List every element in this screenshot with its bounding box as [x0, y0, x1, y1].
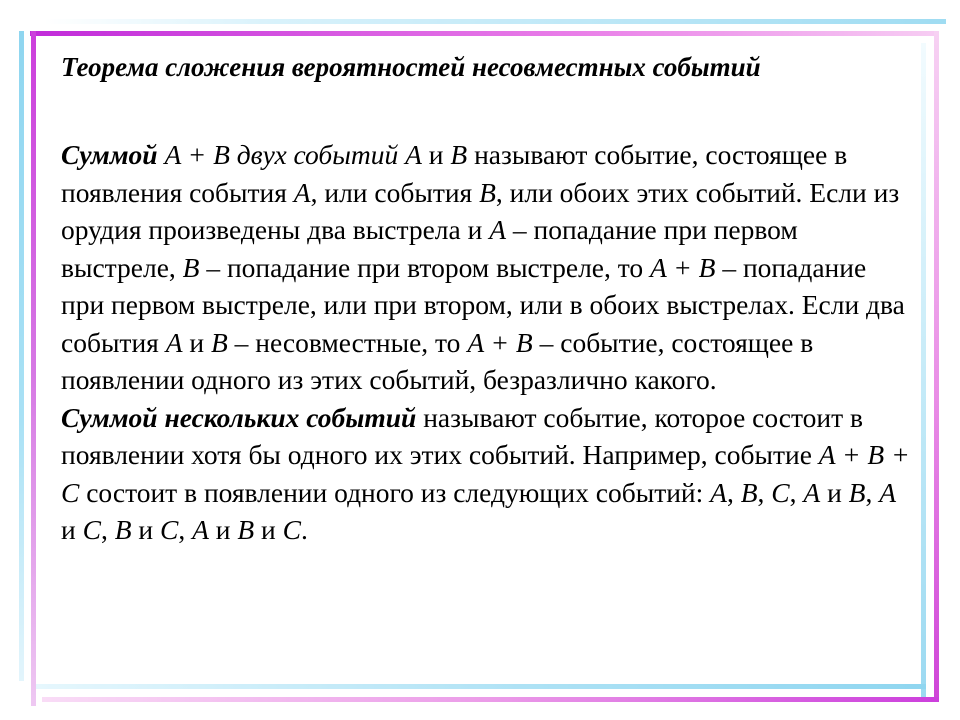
formula: A: [879, 476, 897, 508]
text: называют событие, состоящее в появления события: [61, 139, 848, 208]
formula: B: [479, 176, 496, 208]
formula: A: [293, 176, 311, 208]
text: , или события: [310, 176, 480, 208]
decorative-border-right-outer: [934, 31, 939, 701]
text: ,: [757, 476, 772, 508]
text: – попадание при первом выстреле,: [61, 214, 798, 283]
text: ,: [865, 476, 880, 508]
formula: A: [165, 326, 183, 358]
text: – попадание при втором выстреле, то: [199, 251, 651, 283]
text: и: [421, 139, 451, 170]
formula: A + B: [650, 251, 716, 283]
text: ,: [726, 476, 741, 508]
formula: B: [740, 476, 758, 508]
formula: A + B двух событий A: [164, 139, 422, 170]
text: , или обоих этих событий. Если из орудия произведены два выстрела и: [61, 176, 900, 245]
decorative-border-bottom-inner: [36, 684, 926, 689]
formula: A: [489, 214, 506, 245]
text: и: [254, 514, 283, 545]
formula: B: [114, 514, 132, 545]
formula: B: [210, 326, 228, 358]
text: и: [182, 326, 211, 358]
text: – попадание при первом выстреле, или при втором, или в обоих выстрелах. Если два события: [61, 251, 905, 358]
decorative-border-right-inner: [921, 43, 926, 700]
text: и: [820, 476, 849, 508]
text: называют событие, которое состоит в появлении хотя бы одного их этих событий. Например, событие: [61, 401, 864, 470]
text: и: [61, 514, 83, 545]
decorative-border-left-inner: [31, 31, 36, 706]
decorative-border-bottom-outer: [42, 697, 939, 702]
slide-title: Теорема сложения вероятностей несовместных событий: [61, 52, 761, 82]
text: ,: [789, 476, 804, 508]
decorative-border-top-inner: [30, 31, 938, 36]
term-sum-several: Суммой нескольких событий: [61, 401, 417, 433]
formula: A: [803, 476, 821, 508]
text: ,: [100, 514, 115, 545]
text: – несовместные, то: [227, 326, 468, 358]
formula: A: [710, 476, 727, 508]
formula: A: [192, 514, 209, 545]
text: и: [131, 514, 160, 545]
decorative-border-left-outer: [19, 31, 24, 681]
formula: B: [848, 476, 866, 508]
formula: A + B: [467, 326, 533, 358]
formula: A + B + C: [61, 439, 910, 508]
text: – событие, состоящее в появлении одного из этих событий, безразлично какого.: [61, 326, 814, 395]
formula: C: [771, 476, 790, 508]
formula: B: [182, 251, 200, 283]
decorative-border-top-outer: [44, 19, 946, 24]
text: и: [208, 514, 238, 545]
text: ,: [178, 514, 193, 545]
formula: C: [282, 514, 301, 545]
term-sum: Суммой: [61, 139, 158, 170]
formula: B: [237, 514, 255, 545]
text: состоит в появлении одного из следующих событий:: [79, 476, 711, 508]
slide-body: [61, 136, 916, 549]
slide-content: [61, 50, 916, 549]
formula: B: [450, 139, 468, 170]
paragraph-sum-of-several-events: [61, 399, 916, 549]
text: .: [300, 514, 308, 545]
paragraph-sum-of-two-events: [61, 136, 916, 399]
formula: C: [159, 514, 179, 545]
formula: C: [82, 514, 101, 545]
